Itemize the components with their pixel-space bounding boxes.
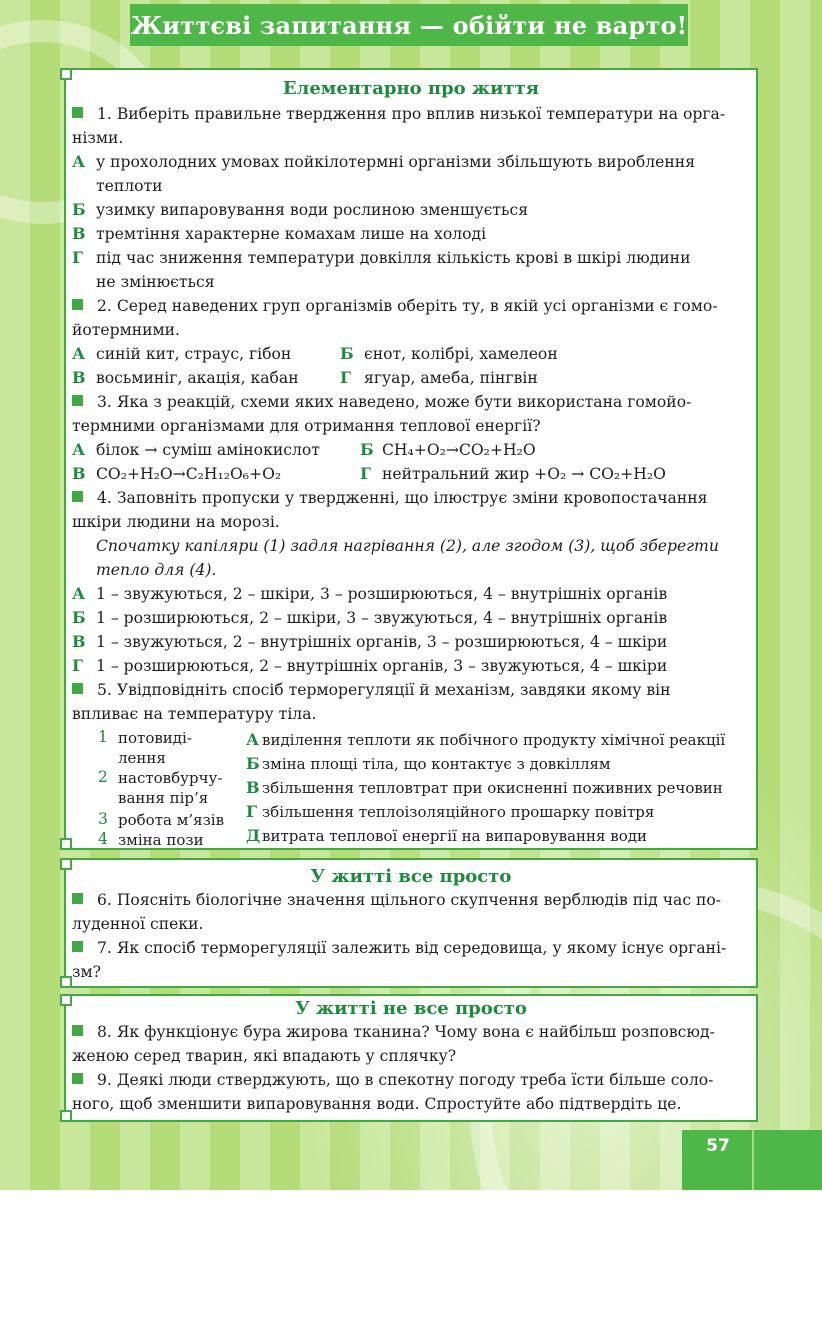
match-letter: В <box>246 778 260 797</box>
question-text: ного, щоб зменшити випаровування води. Спростуйте або підтвердіть це. <box>72 1095 682 1113</box>
question-text: йотермними. <box>72 321 181 339</box>
question-2: 2. Серед наведених груп організмів оберіть ту, в якій усі організми є гомо- <box>72 296 718 316</box>
section-elementary <box>64 68 758 850</box>
option-letter: А <box>72 440 86 459</box>
question-4: 4. Заповніть пропуски у твердженні, що ілюструє зміни кровопостачання <box>72 488 707 508</box>
square-bullet-icon <box>72 893 83 904</box>
match-left-text: потовиді- <box>118 729 192 747</box>
square-bullet-icon <box>72 491 83 502</box>
match-number: 1 <box>98 728 108 746</box>
match-right-text: зміна площі тіла, що контактує з довкіллям <box>262 755 611 773</box>
option-text: єнот, колібрі, хамелеон <box>364 345 558 363</box>
square-bullet-icon <box>72 107 83 118</box>
match-right-text: витрата теплової енергії на випаровування води <box>262 827 647 845</box>
question-text: женою серед тварин, які впадають у сплячку? <box>72 1047 457 1065</box>
square-bullet-icon <box>72 683 83 694</box>
option-text: восьминіг, акація, кабан <box>96 369 299 387</box>
match-left-text: настовбурчу- <box>118 769 223 787</box>
option-letter: В <box>72 464 86 483</box>
option-letter: В <box>72 368 86 387</box>
option-text: 1 – розширюються, 2 – внутрішніх органів, 3 – звужуються, 4 – шкіри <box>96 657 668 675</box>
option-letter: Б <box>340 344 354 363</box>
square-bullet-icon <box>72 941 83 952</box>
question-6: 6. Поясніть біологічне значення щільного скупчення верблюдів під час по- <box>72 890 721 910</box>
match-left-text: лення <box>118 749 166 767</box>
option-text: 1 – звужуються, 2 – шкіри, 3 – розширюються, 4 – внутрішніх органів <box>96 585 668 603</box>
question-text: зм? <box>72 963 101 981</box>
square-bullet-icon <box>72 1025 83 1036</box>
match-right-text: збільшення тепловтрат при окисненні поживних речовин <box>262 779 723 797</box>
option-text: під час зниження температури довкілля кількість крові в шкірі людини <box>96 249 691 267</box>
question-7: 7. Як спосіб терморегуляції залежить від середовища, у якому існує органі- <box>72 938 726 958</box>
question-text: впливає на температуру тіла. <box>72 705 317 723</box>
question-8: 8. Як функціонує бура жирова тканина? Чому вона є найбільш розповсюд- <box>72 1022 715 1042</box>
match-left-text: зміна пози <box>118 831 204 849</box>
match-left-text: вання пір’я <box>118 789 209 807</box>
question-text: нізми. <box>72 129 124 147</box>
square-bullet-icon <box>72 395 83 406</box>
question-9: 9. Деякі люди стверджують, що в спекотну погоду треба їсти більше соло- <box>72 1070 713 1090</box>
option-letter: А <box>72 344 86 363</box>
option-text: 1 – звужуються, 2 – внутрішніх органів, 3 – розширюються, 4 – шкіри <box>96 633 668 651</box>
match-letter: А <box>246 730 260 749</box>
question-1: 1. Виберіть правильне твердження про вплив низької температури на орга- <box>72 104 725 124</box>
formula-text: CO₂+H₂O→C₂H₁₂O₆+O₂ <box>96 465 282 483</box>
option-letter: Б <box>72 200 86 219</box>
option-letter: В <box>72 632 86 651</box>
match-letter: Д <box>246 826 261 845</box>
statement-text: Спочатку капіляри (1) задля нагрівання (2), але згодом (3), щоб зберегти <box>96 537 719 555</box>
option-text: білок → суміш амінокислот <box>96 441 320 459</box>
formula-text: CH₄+O₂→CO₂+H₂O <box>382 441 536 459</box>
match-number: 3 <box>98 810 108 828</box>
option-letter: Г <box>72 248 84 267</box>
option-text: ягуар, амеба, пінгвін <box>364 369 538 387</box>
match-left-text: робота м’язів <box>118 811 225 829</box>
section-title: У житті все просто <box>310 866 512 887</box>
option-letter: Г <box>72 656 84 675</box>
option-text: не змінюється <box>96 273 215 291</box>
option-text: у прохолодних умовах пойкілотермні організми збільшують вироблення <box>96 153 696 171</box>
section-simple <box>64 858 758 988</box>
page-header: Життєві запитання — обійти не варто! <box>130 4 688 46</box>
option-letter: Г <box>340 368 352 387</box>
option-text: тремтіння характерне комахам лише на холоді <box>96 225 487 243</box>
square-bullet-icon <box>72 1073 83 1084</box>
question-text: термними організмами для отримання теплової енергії? <box>72 417 541 435</box>
option-letter: В <box>72 224 86 243</box>
option-letter: Б <box>360 440 374 459</box>
option-text: узимку випаровування води рослиною зменшується <box>96 201 529 219</box>
section-title: Елементарно про життя <box>282 78 540 99</box>
match-letter: Б <box>246 754 260 773</box>
section-not-simple <box>64 994 758 1122</box>
section-title: У житті не все просто <box>295 998 527 1019</box>
question-3: 3. Яка з реакцій, схеми яких наведено, може бути використана гомойо- <box>72 392 691 412</box>
match-number: 4 <box>98 830 108 848</box>
question-text: шкіри людини на морозі. <box>72 513 280 531</box>
option-text: теплоти <box>96 177 163 195</box>
option-text: синій кит, страус, гібон <box>96 345 292 363</box>
match-right-text: збільшення теплоізоляційного прошарку повітря <box>262 803 655 821</box>
formula-text: нейтральний жир +O₂ → CO₂+H₂O <box>382 465 666 483</box>
option-text: 1 – розширюються, 2 – шкіри, 3 – звужуються, 4 – внутрішніх органів <box>96 609 668 627</box>
match-number: 2 <box>98 768 108 786</box>
option-letter: Г <box>360 464 372 483</box>
option-letter: Б <box>72 608 86 627</box>
match-right-text: виділення теплоти як побічного продукту хімічної реакції <box>262 731 726 749</box>
question-text: луденної спеки. <box>72 915 204 933</box>
option-letter: А <box>72 152 86 171</box>
option-letter: А <box>72 584 86 603</box>
page-number: 57 <box>706 1136 730 1156</box>
question-5: 5. Увідповідніть спосіб терморегуляції й механізм, завдяки якому він <box>72 680 671 700</box>
match-letter: Г <box>246 802 258 821</box>
square-bullet-icon <box>72 299 83 310</box>
statement-text: тепло для (4). <box>96 561 217 579</box>
